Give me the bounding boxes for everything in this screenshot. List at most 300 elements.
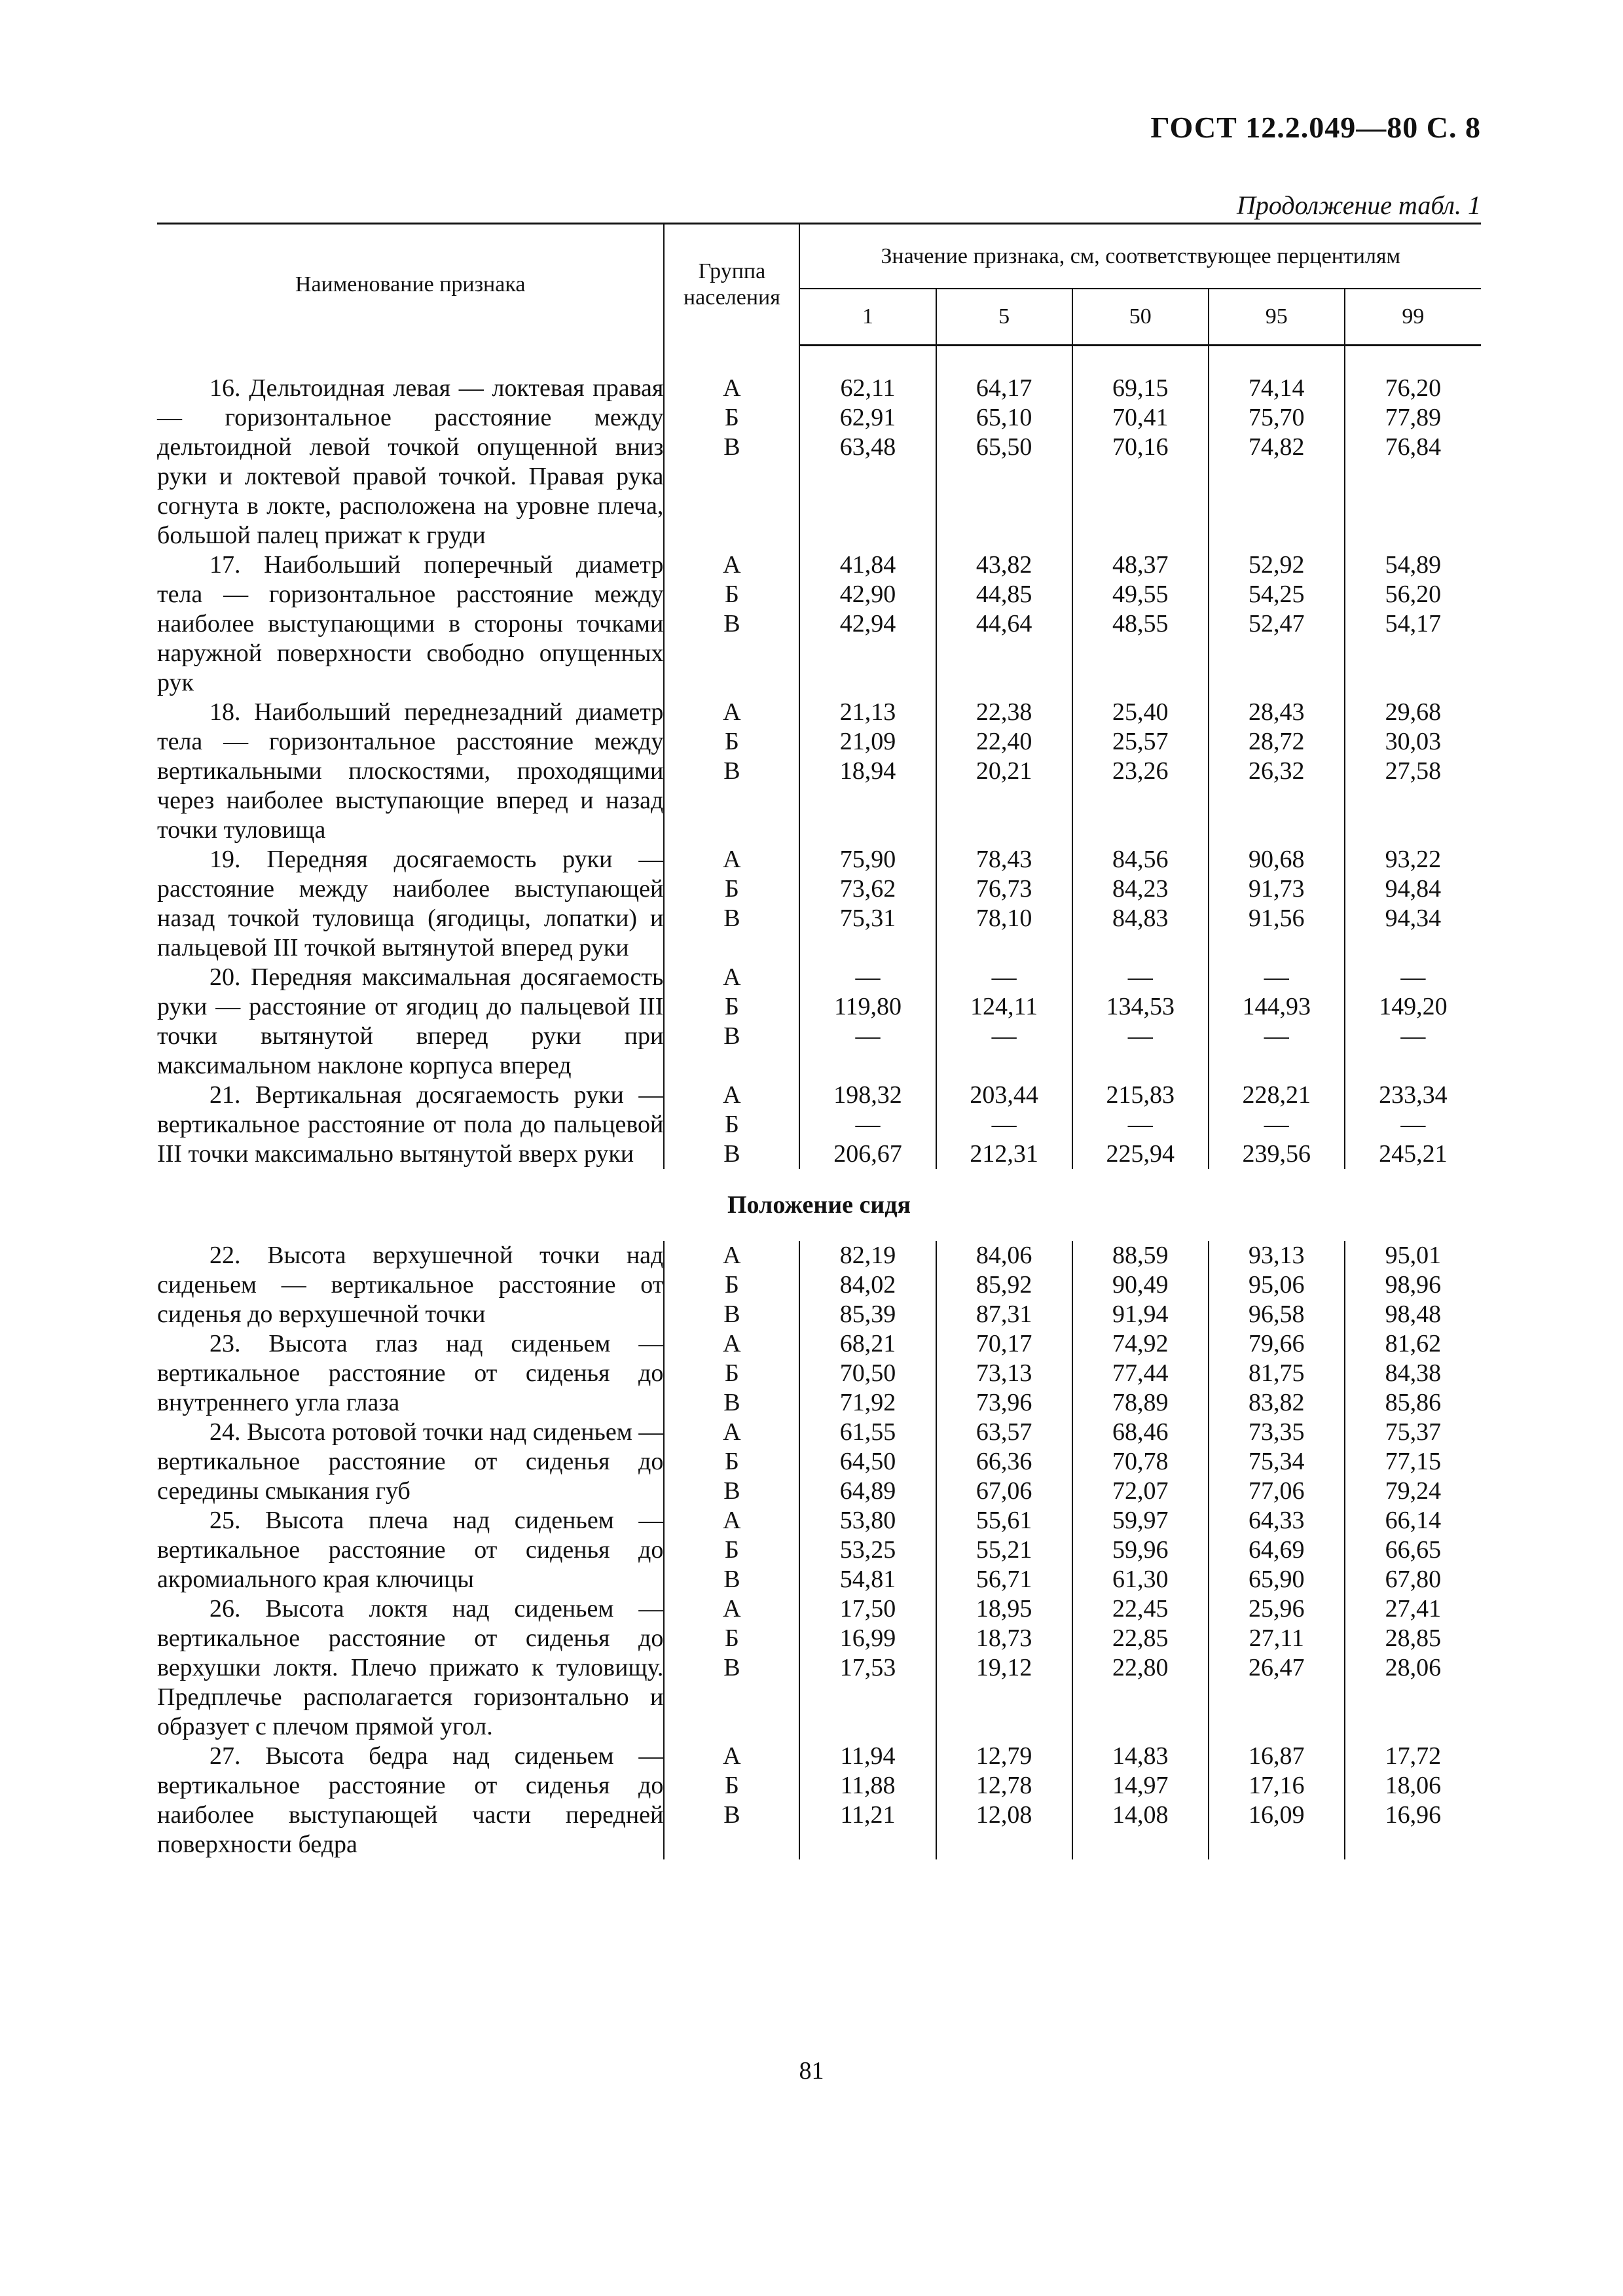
percentile-value: 64,69 [1249, 1536, 1305, 1564]
feature-name-text: 24. Высота ротовой точки над сиденьем — вертикальное расстояние от сиденья до середины смыкания губ [157, 1418, 664, 1505]
feature-name-text: 26. Высота локтя над сиденьем — вертикальное расстояние от сиденья до верхушки локтя. Плечо прижато к туловищу. Предплечье располагается горизонтально и образует с плечом прямой угол. [157, 1595, 664, 1740]
percentile-value: 28,06 [1385, 1654, 1442, 1681]
percentile-header: 50 [1072, 289, 1209, 346]
percentile-value-cell [1345, 1329, 1481, 1418]
percentile-value: 74,14 [1249, 374, 1305, 402]
population-group: А [723, 1595, 741, 1623]
percentile-value: 54,17 [1385, 610, 1442, 637]
percentile-value-cell [936, 1329, 1072, 1418]
percentile-value-cell [799, 374, 936, 550]
percentile-value: 18,95 [976, 1595, 1032, 1623]
population-group: Б [724, 1359, 739, 1387]
percentile-value-cell [1072, 1418, 1209, 1506]
percentile-value: 19,12 [976, 1654, 1032, 1681]
percentile-value-cell [799, 963, 936, 1081]
percentile-value-cell [1345, 963, 1481, 1081]
population-group: А [723, 1418, 741, 1446]
percentile-value: 70,41 [1112, 404, 1169, 431]
percentile-value-cell [936, 1506, 1072, 1594]
table-row [157, 374, 1481, 550]
percentile-value-cell [1345, 1594, 1481, 1742]
percentile-value: 94,84 [1385, 875, 1442, 903]
document-header-title: ГОСТ 12.2.049—80 С. 8 [1150, 111, 1481, 144]
percentile-value: 16,99 [839, 1624, 896, 1652]
percentile-value: 83,82 [1249, 1389, 1305, 1416]
percentile-value: 22,38 [976, 698, 1032, 726]
section-title: Положение сидя [727, 1191, 911, 1219]
percentile-value-cell [1072, 1594, 1209, 1742]
percentile-value: 95,06 [1249, 1271, 1305, 1299]
percentile-value: 28,85 [1385, 1624, 1442, 1652]
feature-name [157, 845, 664, 963]
percentile-value: 63,57 [976, 1418, 1032, 1446]
percentile-value: 84,23 [1112, 875, 1169, 903]
population-group: В [723, 1389, 740, 1416]
percentile-value-cell [799, 1329, 936, 1418]
percentile-value: 81,75 [1249, 1359, 1305, 1387]
percentile-value: 93,22 [1385, 846, 1442, 873]
percentile-value: 79,24 [1385, 1477, 1442, 1505]
percentile-value-cell [1209, 1329, 1345, 1418]
percentile-value: 77,06 [1249, 1477, 1305, 1505]
population-group: В [723, 1477, 740, 1505]
percentile-value: 25,40 [1112, 698, 1169, 726]
percentile-value-cell [799, 1742, 936, 1859]
percentile-value: 22,45 [1112, 1595, 1169, 1623]
percentile-value: 11,21 [840, 1801, 896, 1829]
percentile-value: 215,83 [1106, 1081, 1175, 1109]
percentile-value: 84,56 [1112, 846, 1169, 873]
population-group: Б [724, 875, 739, 903]
section-row [157, 1169, 1481, 1241]
percentile-value: 228,21 [1242, 1081, 1311, 1109]
percentile-value: 17,50 [839, 1595, 896, 1623]
percentile-value: 53,80 [839, 1507, 896, 1534]
percentile-value-cell [799, 1081, 936, 1169]
population-group: А [723, 1330, 741, 1357]
percentile-value: 16,96 [1385, 1801, 1442, 1829]
percentile-value: 42,94 [839, 610, 896, 637]
percentile-value: 77,44 [1112, 1359, 1169, 1387]
percentile-value-cell [799, 698, 936, 845]
percentile-value: 54,25 [1249, 581, 1305, 608]
percentile-value: 90,49 [1112, 1271, 1169, 1299]
percentile-value: — [991, 963, 1017, 991]
percentile-value-cell [1209, 1081, 1345, 1169]
population-group: В [723, 433, 740, 461]
population-group-cell [664, 845, 799, 963]
percentile-value: 21,09 [839, 728, 896, 755]
percentile-value-cell [1209, 550, 1345, 698]
percentile-value: 84,06 [976, 1242, 1032, 1269]
percentile-value: 61,30 [1112, 1566, 1169, 1593]
table-row [157, 550, 1481, 698]
table-row [157, 1506, 1481, 1594]
percentile-value: 30,03 [1385, 728, 1442, 755]
population-group: Б [724, 993, 739, 1020]
percentile-value-cell [1072, 1081, 1209, 1169]
population-group-cell [664, 1418, 799, 1506]
percentile-value-cell [936, 1742, 1072, 1859]
percentile-value: 20,21 [976, 757, 1032, 785]
table-row [157, 1594, 1481, 1742]
percentile-value: 62,11 [840, 374, 896, 402]
percentile-value: 61,55 [839, 1418, 896, 1446]
percentile-value-cell [1345, 1241, 1481, 1329]
percentile-value: — [1127, 963, 1153, 991]
percentile-value-cell [1209, 963, 1345, 1081]
population-group: Б [724, 1271, 739, 1299]
percentile-value: 55,61 [976, 1507, 1032, 1534]
percentile-value: — [1127, 1022, 1153, 1050]
table-continuation-label: Продолжение табл. 1 [1236, 190, 1481, 220]
percentile-value: 77,89 [1385, 404, 1442, 431]
percentile-value: 16,87 [1249, 1742, 1305, 1770]
percentile-value-cell [1345, 1081, 1481, 1169]
percentile-value-cell [936, 1241, 1072, 1329]
percentile-value-cell [1209, 845, 1345, 963]
percentile-value: 93,13 [1249, 1242, 1305, 1269]
percentile-value: 52,92 [1249, 551, 1305, 579]
percentile-value: 70,50 [839, 1359, 896, 1387]
percentile-header: 95 [1209, 289, 1345, 346]
percentile-value: 76,73 [976, 875, 1032, 903]
population-group: А [723, 1507, 741, 1534]
population-group: Б [724, 404, 739, 431]
percentile-value: — [855, 1111, 881, 1138]
percentile-value: — [1400, 1111, 1426, 1138]
table-body [157, 346, 1481, 1860]
population-group: Б [724, 1111, 739, 1138]
percentile-value: 54,89 [1385, 551, 1442, 579]
percentile-value: 79,66 [1249, 1330, 1305, 1357]
percentile-value: 12,08 [976, 1801, 1032, 1829]
percentile-value: 73,62 [839, 875, 896, 903]
percentile-value-cell [1345, 698, 1481, 845]
population-group: Б [724, 1624, 739, 1652]
percentile-value: 85,86 [1385, 1389, 1442, 1416]
percentile-value-cell [936, 1418, 1072, 1506]
population-group-cell [664, 1241, 799, 1329]
percentile-value-cell [1209, 1742, 1345, 1859]
percentile-value: 73,35 [1249, 1418, 1305, 1446]
percentile-value: 72,07 [1112, 1477, 1169, 1505]
page-number: 81 [799, 2057, 824, 2085]
percentile-value: 12,79 [976, 1742, 1032, 1770]
percentile-value: 18,73 [976, 1624, 1032, 1652]
percentile-value: 49,55 [1112, 581, 1169, 608]
percentile-value-cell [1209, 1506, 1345, 1594]
percentile-value-cell [936, 550, 1072, 698]
population-group: В [723, 757, 740, 785]
percentile-value: 54,81 [839, 1566, 896, 1593]
percentile-value: 66,65 [1385, 1536, 1442, 1564]
population-group: В [723, 1566, 740, 1593]
percentile-value: 71,92 [839, 1389, 896, 1416]
feature-name-text: 25. Высота плеча над сиденьем — вертикальное расстояние от сиденья до акромиального края ключицы [157, 1507, 664, 1593]
feature-name [157, 698, 664, 845]
percentile-value: 78,10 [976, 905, 1032, 932]
population-group: А [723, 1081, 741, 1109]
percentile-value: 119,80 [833, 993, 902, 1020]
population-group: А [723, 551, 741, 579]
feature-name-text: 18. Наибольший переднезадний диаметр тела — горизонтальное расстояние между вертикальными плоскостями, проходящими через наиболее выступающие вперед и назад точки туловища [157, 698, 664, 844]
table-row [157, 963, 1481, 1081]
feature-name-text: 21. Вертикальная досягаемость руки — вертикальное расстояние от пола до пальцевой III точки максимально вытянутой вверх руки [157, 1081, 664, 1168]
percentile-value: 206,67 [833, 1140, 902, 1168]
population-group: А [723, 846, 741, 873]
percentile-value: 68,21 [839, 1330, 896, 1357]
percentile-value: 91,56 [1249, 905, 1305, 932]
percentile-value-cell [799, 1506, 936, 1594]
percentile-value: 91,94 [1112, 1300, 1169, 1328]
percentile-value-cell [1209, 1594, 1345, 1742]
percentile-value: 69,15 [1112, 374, 1169, 402]
percentile-value: 22,40 [976, 728, 1032, 755]
percentile-value: 85,39 [839, 1300, 896, 1328]
percentile-value: 41,84 [839, 551, 896, 579]
percentile-header: 1 [799, 289, 936, 346]
percentile-value: 63,48 [839, 433, 896, 461]
percentile-value: 25,96 [1249, 1595, 1305, 1623]
population-group-cell [664, 1742, 799, 1859]
percentile-value: 59,97 [1112, 1507, 1169, 1534]
column-header-values: Значение признака, см, соответствующее перцентилям [799, 224, 1481, 289]
percentile-value: 16,09 [1249, 1801, 1305, 1829]
percentile-value-cell [1072, 374, 1209, 550]
percentile-value-cell [1072, 963, 1209, 1081]
feature-name-text: 20. Передняя максимальная досягаемость руки — расстояние от ягодиц до пальцевой III точки вытянутой вперед руки при максимальном наклоне корпуса вперед [157, 963, 664, 1079]
percentile-value: 62,91 [839, 404, 896, 431]
population-group-cell [664, 1594, 799, 1742]
percentile-value: 96,58 [1249, 1300, 1305, 1328]
percentile-value: 73,96 [976, 1389, 1032, 1416]
percentile-value: 17,72 [1385, 1742, 1442, 1770]
percentile-value: 75,34 [1249, 1448, 1305, 1475]
feature-name-text: 17. Наибольший поперечный диаметр тела — горизонтальное расстояние между наиболее выступающими в стороны точками наружной поверхности свободно опущенных рук [157, 551, 664, 696]
population-group-cell [664, 1081, 799, 1169]
percentile-value: 56,71 [976, 1566, 1032, 1593]
percentile-value: 17,53 [839, 1654, 896, 1681]
table-row [157, 1742, 1481, 1859]
population-group: А [723, 963, 741, 991]
population-group-cell [664, 963, 799, 1081]
percentile-value: 85,92 [976, 1271, 1032, 1299]
feature-name [157, 550, 664, 698]
percentile-value: 65,50 [976, 433, 1032, 461]
percentile-value: 52,47 [1249, 610, 1305, 637]
percentile-value: 84,02 [839, 1271, 896, 1299]
percentile-value: 77,15 [1385, 1448, 1442, 1475]
population-group: Б [724, 581, 739, 608]
population-group: В [723, 1801, 740, 1829]
percentile-value-cell [1209, 1241, 1345, 1329]
percentile-value-cell [1072, 550, 1209, 698]
percentile-header: 99 [1345, 289, 1481, 346]
percentile-value: 28,43 [1249, 698, 1305, 726]
percentile-value: 44,85 [976, 581, 1032, 608]
percentile-value: 98,48 [1385, 1300, 1442, 1328]
percentile-value: 29,68 [1385, 698, 1442, 726]
percentile-value: 65,90 [1249, 1566, 1305, 1593]
percentile-value-cell [936, 698, 1072, 845]
percentile-value: 12,78 [976, 1772, 1032, 1799]
percentile-value: 212,31 [970, 1140, 1038, 1168]
population-group: Б [724, 1536, 739, 1564]
percentile-value: 64,17 [976, 374, 1032, 402]
feature-name [157, 374, 664, 550]
population-group: Б [724, 728, 739, 755]
percentile-value: 17,16 [1249, 1772, 1305, 1799]
percentile-value: — [1264, 963, 1289, 991]
percentile-value-cell [1072, 845, 1209, 963]
percentile-value: 90,68 [1249, 846, 1305, 873]
population-group: Б [724, 1772, 739, 1799]
feature-name [157, 1241, 664, 1329]
percentile-value-cell [799, 1241, 936, 1329]
percentile-value: 68,46 [1112, 1418, 1169, 1446]
percentile-value: — [1127, 1111, 1153, 1138]
percentile-value-cell [1345, 845, 1481, 963]
percentile-value: 48,55 [1112, 610, 1169, 637]
percentile-value: 64,50 [839, 1448, 896, 1475]
feature-name-text: 16. Дельтоидная левая — локтевая правая — горизонтальное расстояние между дельтоидной левой точкой опущенной вниз руки и локтевой правой точкой. Правая рука согнута в локте, расположена на уровне плеча, большой палец прижат к груди [157, 374, 664, 549]
percentile-value: 74,92 [1112, 1330, 1169, 1357]
percentile-value-cell [1345, 1506, 1481, 1594]
percentile-value: 94,34 [1385, 905, 1442, 932]
feature-name [157, 963, 664, 1081]
feature-name [157, 1081, 664, 1169]
percentile-value: — [1264, 1022, 1289, 1050]
percentile-value: 233,34 [1379, 1081, 1448, 1109]
percentile-value-cell [1345, 1418, 1481, 1506]
percentile-value: 27,41 [1385, 1595, 1442, 1623]
percentile-value: 66,14 [1385, 1507, 1442, 1534]
percentile-value-cell [1345, 550, 1481, 698]
feature-name [157, 1594, 664, 1742]
population-group: Б [724, 1448, 739, 1475]
percentile-value-cell [799, 845, 936, 963]
anthropometric-table [157, 223, 1481, 1859]
feature-name-text: 27. Высота бедра над сиденьем — вертикальное расстояние от сиденья до наиболее выступающей части передней поверхности бедра [157, 1742, 664, 1858]
percentile-value: 26,32 [1249, 757, 1305, 785]
percentile-value-cell [1072, 1241, 1209, 1329]
percentile-value: — [1400, 1022, 1426, 1050]
percentile-value: 239,56 [1242, 1140, 1311, 1168]
percentile-value: — [991, 1022, 1017, 1050]
population-group-cell [664, 374, 799, 550]
population-group: В [723, 1654, 740, 1681]
table-row [157, 1418, 1481, 1506]
percentile-value: 144,93 [1242, 993, 1311, 1020]
percentile-value-cell [1072, 1506, 1209, 1594]
percentile-value: 84,38 [1385, 1359, 1442, 1387]
percentile-value: 134,53 [1106, 993, 1175, 1020]
percentile-value: 149,20 [1379, 993, 1448, 1020]
population-group: А [723, 698, 741, 726]
percentile-value: 75,31 [839, 905, 896, 932]
percentile-value: 28,72 [1249, 728, 1305, 755]
percentile-value-cell [936, 963, 1072, 1081]
percentile-value: — [991, 1111, 1017, 1138]
percentile-value: 88,59 [1112, 1242, 1169, 1269]
percentile-value: 48,37 [1112, 551, 1169, 579]
percentile-value: 43,82 [976, 551, 1032, 579]
percentile-value: 78,43 [976, 846, 1032, 873]
table-row [157, 698, 1481, 845]
percentile-value: 70,16 [1112, 433, 1169, 461]
percentile-value-cell [1209, 1418, 1345, 1506]
feature-name-text: 19. Передняя досягаемость руки — расстояние между наиболее выступающей назад точкой туловища (ягодицы, лопатки) и пальцевой III точкой вытянутой вперед руки [157, 846, 664, 961]
percentile-value: 198,32 [833, 1081, 902, 1109]
percentile-value: 203,44 [970, 1081, 1038, 1109]
percentile-value: 14,83 [1112, 1742, 1169, 1770]
percentile-value: 64,33 [1249, 1507, 1305, 1534]
percentile-value: 98,96 [1385, 1271, 1442, 1299]
population-group: В [723, 1300, 740, 1328]
percentile-value: 26,47 [1249, 1654, 1305, 1681]
percentile-value: 91,73 [1249, 875, 1305, 903]
percentile-value: 11,88 [840, 1772, 896, 1799]
percentile-value: 76,84 [1385, 433, 1442, 461]
percentile-value: 75,90 [839, 846, 896, 873]
percentile-value: — [1264, 1111, 1289, 1138]
percentile-value: 14,97 [1112, 1772, 1169, 1799]
table-row [157, 1081, 1481, 1169]
percentile-value: 75,37 [1385, 1418, 1442, 1446]
percentile-value: — [1400, 963, 1426, 991]
percentile-value: 44,64 [976, 610, 1032, 637]
population-group-cell [664, 550, 799, 698]
percentile-value-cell [799, 1594, 936, 1742]
percentile-value: 27,58 [1385, 757, 1442, 785]
percentile-value-cell [936, 374, 1072, 550]
percentile-value-cell [936, 845, 1072, 963]
percentile-value: 27,11 [1249, 1624, 1304, 1652]
table-row [157, 1241, 1481, 1329]
population-group: В [723, 1022, 740, 1050]
feature-name-text: 22. Высота верхушечной точки над сиденьем — вертикальное расстояние от сиденья до верхушечной точки [157, 1242, 664, 1328]
percentile-value: 84,83 [1112, 905, 1169, 932]
population-group-cell [664, 698, 799, 845]
percentile-value-cell [1072, 1329, 1209, 1418]
population-group: В [723, 1140, 740, 1168]
population-group: А [723, 374, 741, 402]
percentile-value-cell [936, 1594, 1072, 1742]
feature-name-text: 23. Высота глаз над сиденьем — вертикальное расстояние от сиденья до внутреннего угла глаза [157, 1330, 664, 1416]
percentile-value: 75,70 [1249, 404, 1305, 431]
population-group: В [723, 610, 740, 637]
percentile-value: — [855, 1022, 881, 1050]
column-header-name: Наименование признака [295, 272, 526, 297]
table-row [157, 845, 1481, 963]
percentile-value: 56,20 [1385, 581, 1442, 608]
population-group: А [723, 1242, 741, 1269]
percentile-value: 64,89 [839, 1477, 896, 1505]
percentile-value: 124,11 [970, 993, 1038, 1020]
percentile-value: 225,94 [1106, 1140, 1175, 1168]
percentile-header: 5 [936, 289, 1072, 346]
percentile-value: 78,89 [1112, 1389, 1169, 1416]
percentile-value: 11,94 [840, 1742, 896, 1770]
percentile-value: 14,08 [1112, 1801, 1169, 1829]
percentile-value: 245,21 [1379, 1140, 1448, 1168]
percentile-value: 42,90 [839, 581, 896, 608]
percentile-value: 70,78 [1112, 1448, 1169, 1475]
percentile-value: 66,36 [976, 1448, 1032, 1475]
percentile-value: 55,21 [976, 1536, 1032, 1564]
table-row [157, 1329, 1481, 1418]
